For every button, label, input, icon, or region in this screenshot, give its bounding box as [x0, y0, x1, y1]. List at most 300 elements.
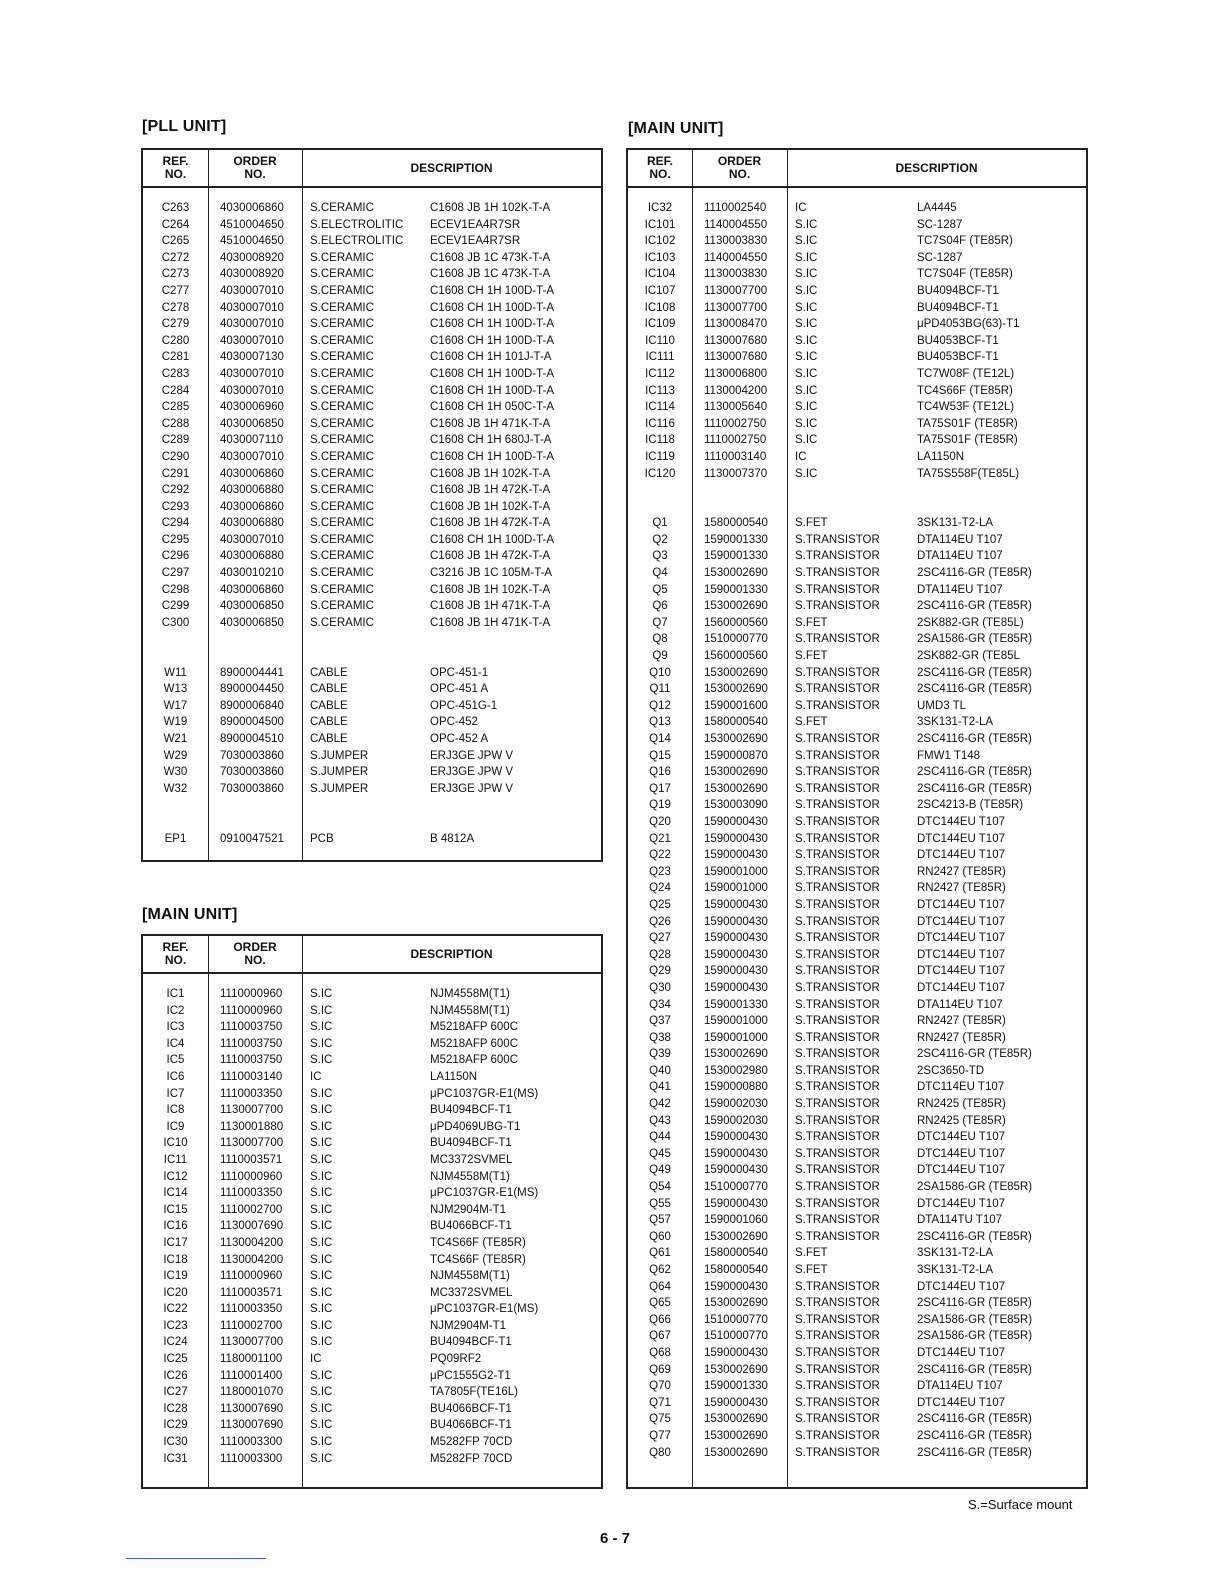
table-row [628, 781, 1086, 798]
part-description: NJM4558M(T1) [430, 1170, 510, 1183]
part-description: BU4094BCF-T1 [917, 284, 999, 297]
order-no-header: ORDER NO. [717, 154, 762, 181]
order-no: 4510004650 [220, 218, 284, 231]
ref-no: IC18 [163, 1253, 188, 1266]
order-no: 1130004200 [220, 1253, 284, 1266]
part-description: C1608 JB 1H 472K-T-A [430, 484, 551, 497]
order-no: 1590000430 [704, 1396, 768, 1409]
main-unit-title-right: [MAIN UNIT] [628, 120, 724, 137]
table-row [628, 233, 1086, 250]
part-description: M5218AFP 600C [430, 1054, 519, 1067]
part-description: MC3372SVMEL [430, 1286, 513, 1299]
ref-no: IC24 [163, 1336, 188, 1349]
order-no: 1530002690 [704, 782, 768, 795]
order-no: 1110003750 [220, 1054, 283, 1067]
type: S.JUMPER [310, 749, 369, 762]
order-no: 1110002540 [704, 202, 767, 214]
order-no: 1110002700 [220, 1203, 283, 1216]
order-no: 1110000960 [220, 1170, 283, 1183]
part-description: DTC144EU T107 [917, 1131, 1005, 1144]
table-row [628, 1262, 1086, 1279]
ref-no: C272 [161, 251, 190, 264]
ref-no: Q67 [649, 1330, 671, 1343]
part-description: DTC144EU T107 [917, 981, 1005, 994]
type: S.ELECTROLITIC [310, 218, 404, 231]
type: S.TRANSISTOR [795, 749, 880, 762]
order-no: 1590000430 [704, 965, 768, 978]
type: S.ELECTROLITIC [310, 235, 404, 248]
ref-no: Q23 [649, 865, 671, 878]
part-description: NJM4558M(T1) [430, 1004, 510, 1017]
type: S.IC [795, 334, 818, 347]
table-row [628, 748, 1086, 765]
table-row [628, 1079, 1086, 1096]
part-description: 2SC4116-GR (TE85R) [917, 1429, 1032, 1442]
table-row [628, 1328, 1086, 1345]
part-description: TC4S66F (TE85R) [917, 384, 1013, 397]
ref-no: Q65 [649, 1297, 671, 1310]
order-no: 0910047521 [220, 832, 284, 845]
ref-no: Q22 [649, 849, 671, 862]
type: S.IC [310, 1270, 333, 1283]
order-no: 1590002030 [704, 1114, 768, 1127]
ref-no: IC10 [163, 1137, 188, 1150]
part-description: DTC144EU T107 [917, 1280, 1005, 1293]
table-row [143, 1301, 601, 1318]
ref-no: IC114 [645, 401, 675, 414]
part-description: BU4094BCF-T1 [430, 1336, 512, 1349]
ref-no: Q16 [649, 766, 671, 779]
part-description: DTC144EU T107 [917, 948, 1005, 961]
ref-no: Q24 [649, 882, 671, 895]
order-no: 1590001330 [704, 533, 768, 546]
ref-no: Q17 [649, 782, 671, 795]
order-no: 1110003350 [220, 1087, 283, 1100]
ref-no: Q60 [649, 1230, 671, 1243]
order-no: 1590001600 [704, 699, 768, 712]
order-no: 1110002750 [704, 417, 767, 430]
part-description: DTC144EU T107 [917, 832, 1005, 845]
ref-no: Q28 [649, 948, 671, 961]
order-no: 1590002030 [704, 1098, 768, 1111]
table-row [628, 466, 1086, 483]
part-description: 2SC3650-TD [917, 1064, 985, 1077]
ref-no: Q8 [652, 633, 668, 646]
order-no: 4030006850 [220, 417, 284, 430]
table-row [628, 266, 1086, 283]
ref-no: C297 [161, 567, 190, 580]
order-no: 1180001070 [220, 1386, 284, 1399]
part-description: DTA114EU T107 [917, 998, 1003, 1011]
part-description: C1608 CH 1H 100D-T-A [430, 301, 554, 314]
part-description: RN2427 (TE85R) [917, 882, 1006, 895]
order-no: 1180001100 [220, 1353, 283, 1366]
table-row [143, 200, 601, 217]
type: S.CERAMIC [310, 583, 374, 596]
type: S.IC [310, 1369, 333, 1382]
part-description: C1608 CH 1H 101J-T-A [430, 351, 552, 364]
page-number: 6 - 7 [600, 1530, 631, 1547]
order-no: 1110003750 [220, 1037, 283, 1050]
order-no: 1130007680 [704, 334, 768, 347]
order-no: 1510000770 [704, 633, 768, 646]
type: S.IC [310, 1336, 333, 1349]
table-header [143, 150, 601, 188]
ref-no: W21 [163, 733, 188, 745]
type: S.IC [310, 988, 333, 1000]
order-no: 4030006880 [220, 484, 284, 497]
table-row [628, 532, 1086, 549]
order-no: 4030006860 [220, 500, 284, 513]
type: S.IC [310, 1037, 333, 1050]
table-row [628, 349, 1086, 366]
type: S.IC [310, 1303, 333, 1316]
order-no: 1590001000 [704, 882, 768, 895]
table-row [143, 1086, 601, 1103]
ref-no: IC9 [166, 1120, 185, 1133]
ref-no: IC3 [166, 1021, 185, 1034]
part-description: C1608 JB 1H 471K-T-A [430, 600, 551, 613]
part-description: 2SC4213-B (TE85R) [917, 799, 1024, 812]
order-no: 1530002690 [704, 600, 768, 613]
type: S.JUMPER [310, 766, 369, 779]
order-no: 4030008920 [220, 268, 284, 281]
part-description: DTC144EU T107 [917, 815, 1005, 828]
part-description: TA75S01F (TE85R) [917, 417, 1018, 430]
type: S.IC [310, 1153, 333, 1166]
part-description: 2SA1586-GR (TE85R) [917, 1330, 1033, 1343]
part-description: MC3372SVMEL [430, 1153, 513, 1166]
order-no: 1110003571 [220, 1153, 283, 1166]
type: S.CERAMIC [310, 517, 374, 530]
type: S.TRANSISTOR [795, 1114, 880, 1127]
table-row [143, 1185, 601, 1202]
part-description: SC-1287 [917, 218, 963, 231]
type: S.TRANSISTOR [795, 1147, 880, 1160]
type: S.IC [310, 1319, 333, 1332]
ref-no: IC102 [644, 235, 676, 248]
part-description: DTC114EU T107 [917, 1081, 1005, 1094]
part-description: TC7S04F (TE85R) [917, 235, 1013, 248]
part-description: 2SC4116-GR (TE85R) [917, 600, 1032, 613]
order-no: 4030006850 [220, 600, 284, 613]
table-row [628, 300, 1086, 317]
order-no: 1130007690 [220, 1402, 284, 1415]
ref-no: IC26 [163, 1369, 188, 1382]
table-row [628, 980, 1086, 997]
table-row [628, 482, 1086, 499]
table-row [143, 1202, 601, 1219]
table-row [628, 565, 1086, 582]
main-unit-title-left: [MAIN UNIT] [142, 906, 238, 923]
type: S.CERAMIC [310, 417, 374, 430]
type: S.TRANSISTOR [795, 766, 880, 779]
order-no: 1590000880 [704, 1081, 768, 1094]
order-no: 1580000540 [704, 716, 768, 729]
type: S.TRANSISTOR [795, 550, 880, 563]
order-no: 1130004200 [704, 384, 768, 397]
type: S.IC [310, 1137, 333, 1150]
ref-no: IC14 [163, 1187, 188, 1200]
order-no: 4030007010 [220, 318, 284, 331]
table-row [628, 200, 1086, 217]
type: S.TRANSISTOR [795, 915, 880, 928]
ref-no: Q49 [649, 1164, 671, 1177]
part-description: TC4S66F (TE85R) [430, 1253, 526, 1266]
order-no: 4030006860 [220, 583, 284, 596]
part-description: C1608 CH 1H 050C-T-A [430, 401, 554, 414]
order-no: 1560000560 [704, 650, 768, 663]
table-row [143, 1451, 601, 1468]
table-row [628, 416, 1086, 433]
order-no: 4030006860 [220, 202, 284, 214]
ref-no: W30 [163, 766, 188, 779]
part-description: OPC-452 A [430, 733, 489, 745]
order-no: 1590000430 [704, 948, 768, 961]
part-description: DTA114EU T107 [917, 583, 1003, 596]
order-no: 4030006880 [220, 550, 284, 563]
part-description: SC-1287 [917, 251, 963, 264]
table-row [628, 598, 1086, 615]
type: S.CERAMIC [310, 550, 374, 563]
type: S.TRANSISTOR [795, 1214, 880, 1227]
type: S.IC [795, 268, 818, 281]
ref-no: C300 [161, 616, 190, 629]
order-no: 1110003350 [220, 1187, 283, 1200]
table-row [143, 399, 601, 416]
part-description: 2SC4116-GR (TE85R) [917, 1230, 1032, 1243]
type: S.IC [310, 1004, 333, 1017]
type: S.IC [310, 1236, 333, 1249]
type: S.IC [795, 301, 818, 314]
table-row [628, 814, 1086, 831]
table-row [143, 814, 601, 831]
part-description: C1608 CH 1H 100D-T-A [430, 284, 554, 297]
part-description: TA75S01F (TE85R) [917, 434, 1018, 447]
part-description: 3SK131-T2-LA [917, 1264, 994, 1276]
ref-no: C299 [161, 600, 190, 613]
type: S.TRANSISTOR [795, 981, 880, 994]
table-row [628, 1129, 1086, 1146]
type: S.TRANSISTOR [795, 1280, 880, 1293]
table-row [628, 1063, 1086, 1080]
table-row [628, 1312, 1086, 1329]
part-description: 3SK131-T2-LA [917, 517, 994, 530]
part-description: LA4445 [917, 202, 957, 214]
order-no: 7030003860 [220, 749, 284, 762]
ref-no: Q14 [649, 733, 671, 745]
part-description: 2SC4116-GR (TE85R) [917, 766, 1032, 779]
part-description: C1608 CH 1H 100D-T-A [430, 450, 554, 463]
order-no: 8900004441 [220, 666, 284, 679]
part-description: 2SC4116-GR (TE85R) [917, 1363, 1032, 1376]
type: S.CERAMIC [310, 367, 374, 380]
type: S.TRANSISTOR [795, 832, 880, 845]
ref-no: C291 [161, 467, 190, 480]
part-description: μPC1037GR-E1(MS) [430, 1303, 539, 1316]
table-row [143, 349, 601, 366]
table-row [143, 300, 601, 317]
part-description: C1608 JB 1H 102K-T-A [430, 500, 551, 513]
type: S.CERAMIC [310, 284, 374, 297]
part-description: DTC144EU T107 [917, 965, 1005, 978]
table-row [628, 399, 1086, 416]
order-no: 1130001880 [220, 1120, 284, 1133]
type: S.CERAMIC [310, 467, 374, 480]
order-no: 1590000430 [704, 898, 768, 911]
part-description: OPC-451 A [430, 683, 489, 696]
table-row [628, 1362, 1086, 1379]
part-description: RN2427 (TE85R) [917, 1031, 1006, 1044]
ref-no: C292 [161, 484, 190, 497]
order-no: 1140004550 [704, 251, 768, 264]
part-description: RN2427 (TE85R) [917, 1015, 1006, 1028]
ref-no: Q54 [649, 1181, 671, 1194]
order-no: 1530002690 [704, 1048, 768, 1061]
table-row [628, 648, 1086, 665]
part-description: BU4053BCF-T1 [917, 351, 999, 364]
type: S.TRANSISTOR [795, 666, 880, 679]
part-description: TC4S66F (TE85R) [430, 1236, 526, 1249]
part-description: BU4094BCF-T1 [430, 1104, 512, 1117]
order-no-header: ORDER NO. [233, 940, 277, 967]
table-row [628, 698, 1086, 715]
part-description: PQ09RF2 [430, 1353, 482, 1366]
table-row [628, 864, 1086, 881]
part-description: BU4066BCF-T1 [430, 1402, 512, 1415]
table-row [143, 582, 601, 599]
table-row [143, 1052, 601, 1069]
type: S.IC [795, 218, 818, 231]
order-no: 7030003860 [220, 782, 284, 795]
table-row [143, 986, 601, 1003]
ref-no: W19 [163, 716, 188, 729]
order-no: 1590000430 [704, 849, 768, 862]
table-row [143, 665, 601, 682]
order-no: 4030007010 [220, 301, 284, 314]
order-no: 4030007130 [220, 351, 284, 364]
ref-no: C281 [161, 351, 190, 364]
order-no: 1590001330 [704, 1380, 768, 1393]
part-description: C1608 JB 1C 473K-T-A [430, 268, 551, 281]
ref-no: Q66 [649, 1313, 671, 1326]
ref-no: IC119 [645, 450, 675, 463]
part-description: 2SC4116-GR (TE85R) [917, 733, 1032, 745]
type: S.TRANSISTOR [795, 1197, 880, 1210]
type: CABLE [310, 683, 348, 696]
table-row [143, 631, 601, 648]
order-no: 1510000770 [704, 1313, 768, 1326]
part-description: C1608 JB 1H 102K-T-A [430, 202, 551, 214]
ref-no: EP1 [164, 832, 187, 845]
table-row [143, 1218, 601, 1235]
type: S.TRANSISTOR [795, 1015, 880, 1028]
order-no: 4030007010 [220, 284, 284, 297]
ref-no: Q69 [649, 1363, 671, 1376]
table-row [628, 449, 1086, 466]
order-no: 1110002700 [220, 1319, 283, 1332]
ref-no: Q61 [649, 1247, 671, 1260]
type: S.CERAMIC [310, 484, 374, 497]
ref-no: IC101 [644, 218, 676, 231]
ref-no: IC15 [163, 1203, 188, 1216]
ref-no: W17 [163, 699, 188, 712]
ref-no: IC111 [645, 351, 675, 364]
link-underline [126, 1558, 266, 1559]
description-header: DESCRIPTION [410, 946, 493, 961]
type: S.FET [795, 650, 828, 663]
ref-no: IC22 [163, 1303, 188, 1316]
table-row [628, 1013, 1086, 1030]
ref-no: Q9 [652, 650, 668, 663]
ref-no: Q7 [652, 616, 668, 629]
table-row [628, 1428, 1086, 1445]
order-no: 1590000430 [704, 981, 768, 994]
table-row [143, 383, 601, 400]
part-description: μPD4053BG(63)-T1 [917, 318, 1020, 331]
ref-no: C284 [161, 384, 190, 397]
type: S.TRANSISTOR [795, 633, 880, 646]
part-description: DTA114EU T107 [917, 550, 1003, 563]
part-description: C1608 JB 1H 472K-T-A [430, 517, 551, 530]
type: S.TRANSISTOR [795, 1413, 880, 1426]
description-header: DESCRIPTION [895, 160, 978, 175]
type: S.TRANSISTOR [795, 1164, 880, 1177]
order-no: 1110002750 [704, 434, 767, 447]
order-no: 1130004200 [220, 1236, 284, 1249]
table-row [628, 499, 1086, 516]
part-description: ERJ3GE JPW V [430, 782, 514, 795]
ref-no: IC6 [166, 1070, 185, 1083]
part-description: TC7W08F (TE12L) [917, 367, 1015, 380]
ref-no: C283 [161, 367, 190, 380]
order-no: 4030007010 [220, 450, 284, 463]
part-description: NJM2904M-T1 [430, 1203, 507, 1216]
type: S.TRANSISTOR [795, 1396, 880, 1409]
part-description: DTC144EU T107 [917, 932, 1005, 945]
ref-no: W29 [163, 749, 188, 762]
ref-no: Q12 [649, 699, 671, 712]
ref-no: Q15 [649, 749, 671, 762]
type: S.IC [310, 1436, 333, 1449]
part-description: DTA114TU T107 [917, 1214, 1003, 1227]
ref-no: C273 [161, 268, 190, 281]
table-row [143, 748, 601, 765]
table-row [143, 797, 601, 814]
ref-no: Q6 [652, 600, 668, 613]
part-description: C3216 JB 1C 105M-T-A [430, 567, 553, 580]
ref-no: IC31 [163, 1452, 188, 1465]
ref-no: IC110 [645, 334, 675, 347]
order-no: 1560000560 [704, 616, 768, 629]
part-description: 2SC4116-GR (TE85R) [917, 1413, 1032, 1426]
type: S.IC [310, 1452, 333, 1465]
type: S.TRANSISTOR [795, 583, 880, 596]
part-description: FMW1 T148 [917, 749, 981, 762]
ref-no: Q26 [649, 915, 671, 928]
type: CABLE [310, 666, 348, 679]
order-no: 1590000430 [704, 1147, 768, 1160]
type: S.IC [310, 1220, 333, 1233]
part-description: M5218AFP 600C [430, 1037, 519, 1050]
part-description: DTC144EU T107 [917, 915, 1005, 928]
order-no: 1530002690 [704, 1230, 768, 1243]
type: S.CERAMIC [310, 268, 374, 281]
order-no: 1130003830 [704, 235, 768, 248]
part-description: C1608 CH 1H 100D-T-A [430, 318, 554, 331]
order-no: 1130005640 [704, 401, 768, 414]
part-description: TA7805F(TE16L) [430, 1386, 518, 1399]
